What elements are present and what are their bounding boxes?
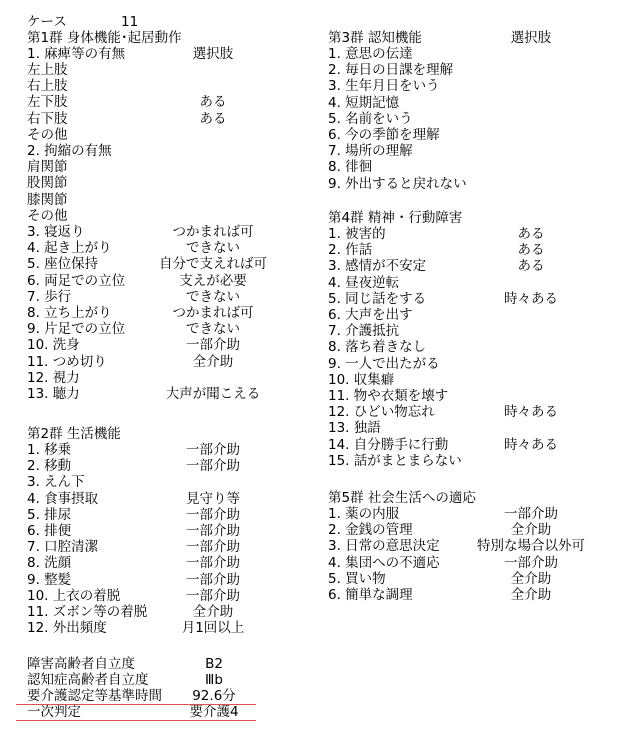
row-label: 7. 歩行 — [27, 288, 72, 305]
row-label: 7. 場所の理解 — [328, 143, 413, 160]
underline-marker — [16, 720, 256, 721]
row-label: 5. 排尿 — [27, 506, 72, 523]
row-value: 一部介助 — [186, 442, 240, 458]
row-value: つかまれば可 — [172, 224, 254, 240]
row-value: 時々ある — [504, 290, 558, 307]
summary-label: 障害高齢者自立度 — [27, 656, 135, 672]
row-value: つかまれば可 — [172, 305, 254, 321]
row-label: 10. 上衣の着脱 — [27, 587, 121, 604]
row-label: 3. 日常の意思決定 — [328, 538, 440, 555]
row-label: 右下肢 — [27, 110, 68, 127]
row-label: 4. 集団への不適応 — [328, 554, 440, 571]
row-value: 特別な場合以外可 — [477, 538, 585, 555]
row-label: 6. 今の季節を理解 — [328, 127, 440, 143]
row-value: 全介助 — [510, 522, 552, 539]
group1-header-choice: 選択肢 — [192, 46, 234, 62]
case-number: 11 — [121, 14, 139, 30]
row-label: 2. 金銭の管理 — [328, 522, 413, 539]
row-value: 一部介助 — [186, 458, 240, 475]
row-label: 12. ひどい物忘れ — [328, 404, 435, 421]
row-label: 4. 昼夜逆転 — [328, 274, 400, 291]
summary-value: 要介護4 — [189, 704, 239, 720]
row-label: 5. 買い物 — [328, 570, 386, 587]
row-label: 2. 毎日の日課を理解 — [328, 62, 454, 79]
row-value: 一部介助 — [186, 587, 240, 604]
row-label: 9. 一人で出たがる — [328, 355, 440, 372]
row-label: 12. 外出頻度 — [27, 620, 107, 637]
row-label: 4. 食事摂取 — [27, 490, 99, 507]
row-label: 7. 介護抵抗 — [328, 323, 400, 340]
row-label: 11. 物や衣類を壊す — [328, 388, 449, 404]
row-label: 11. ズボン等の着脱 — [27, 604, 148, 620]
case-label: ケース — [27, 14, 67, 30]
row-label: 右上肢 — [27, 78, 68, 95]
row-label: 左上肢 — [27, 62, 68, 78]
row-label: 肩関節 — [27, 159, 68, 176]
row-label: 10. 洗身 — [27, 337, 80, 354]
group1-header-item: 1. 麻痺等の有無 — [27, 46, 126, 62]
row-value: 時々ある — [504, 404, 558, 421]
row-value: 大声が聞こえる — [165, 386, 261, 402]
row-label: 1. 意思の伝達 — [328, 46, 413, 62]
row-label: 股関節 — [27, 175, 68, 192]
row-value: 一部介助 — [504, 554, 558, 571]
row-label: 8. 徘徊 — [328, 159, 373, 176]
row-value: 一部介助 — [186, 506, 240, 523]
row-value: 全介助 — [510, 587, 552, 603]
row-value: 時々ある — [504, 436, 558, 453]
row-value: 支えが必要 — [179, 272, 247, 289]
row-label: 3. えん下 — [27, 474, 85, 491]
row-label: 13. 聴力 — [27, 386, 80, 402]
row-value: 月1回以上 — [181, 620, 245, 637]
row-value: ある — [517, 258, 545, 275]
row-label: 4. 短期記憶 — [328, 94, 400, 111]
row-value: 一部介助 — [186, 539, 240, 556]
row-value: できない — [186, 288, 240, 305]
row-value: 全介助 — [192, 604, 234, 620]
summary-value: 92.6分 — [192, 688, 236, 704]
row-label: 3. 寝返り — [27, 224, 85, 240]
row-value: ある — [517, 242, 545, 259]
row-value: できない — [186, 321, 240, 338]
row-label: 9. 片足での立位 — [27, 321, 126, 338]
row-value: 全介助 — [510, 570, 552, 587]
row-value: ある — [199, 110, 227, 127]
row-label: 3. 生年月日をいう — [328, 78, 440, 95]
row-label: 3. 感情が不安定 — [328, 258, 427, 275]
row-label: 2. 移動 — [27, 458, 72, 475]
row-value: 一部介助 — [186, 571, 240, 588]
row-value: ある — [517, 226, 545, 242]
summary-label: 要介護認定等基準時間 — [27, 688, 162, 704]
row-label: 12. 視力 — [27, 369, 80, 386]
row-label: 9. 外出すると戻れない — [328, 175, 467, 192]
row-value: 自分で支えれば可 — [159, 256, 267, 273]
row-value: 見守り等 — [186, 490, 240, 507]
row-label: 左下肢 — [27, 94, 68, 111]
row-label: 6. 大声を出す — [328, 307, 413, 323]
row-value: 一部介助 — [504, 506, 558, 522]
row-label: 8. 落ち着きなし — [328, 339, 427, 356]
row-label: 6. 両足での立位 — [27, 272, 126, 289]
row-value: ある — [199, 94, 227, 111]
summary-label: 一次判定 — [27, 704, 81, 720]
row-label: 8. 立ち上がり — [27, 305, 112, 321]
row-label: 9. 整髪 — [27, 571, 72, 588]
row-value: 一部介助 — [186, 555, 240, 572]
row-label: 10. 収集癖 — [328, 371, 395, 388]
row-value: 一部介助 — [186, 523, 240, 539]
underline-marker — [16, 704, 256, 705]
group3-title: 第3群 認知機能 — [328, 30, 422, 46]
row-label: 6. 簡単な調理 — [328, 587, 413, 603]
row-label: 1. 薬の内服 — [328, 506, 400, 522]
row-label: 5. 座位保持 — [27, 256, 99, 273]
row-label: 1. 被害的 — [328, 226, 386, 242]
summary-label: 認知症高齢者自立度 — [27, 672, 149, 688]
summary-value: Ⅲb — [205, 672, 223, 688]
row-label: 膝関節 — [27, 191, 68, 208]
row-label: 5. 名前をいう — [328, 110, 413, 127]
row-label: 1. 移乗 — [27, 442, 72, 458]
row-label: 11. つめ切り — [27, 353, 107, 370]
row-value: できない — [186, 240, 240, 257]
row-label: 6. 排便 — [27, 523, 72, 539]
row-label: その他 — [27, 207, 68, 224]
summary-value: B2 — [205, 656, 223, 672]
row-value: 全介助 — [192, 353, 234, 370]
row-label: 2. 作話 — [328, 242, 373, 259]
row-label: 13. 独語 — [328, 420, 381, 437]
row-label: 4. 起き上がり — [27, 240, 112, 257]
row-label: 7. 口腔清潔 — [27, 539, 99, 556]
row-label: 14. 自分勝手に行動 — [328, 436, 449, 453]
row-label: 15. 話がまとまらない — [328, 452, 462, 469]
group3-header-choice: 選択肢 — [510, 30, 552, 46]
row-label: 2. 拘縮の有無 — [27, 143, 112, 159]
row-label: 5. 同じ話をする — [328, 290, 427, 307]
row-value: 一部介助 — [186, 337, 240, 354]
row-label: その他 — [27, 126, 68, 143]
row-label: 8. 洗顔 — [27, 555, 72, 572]
